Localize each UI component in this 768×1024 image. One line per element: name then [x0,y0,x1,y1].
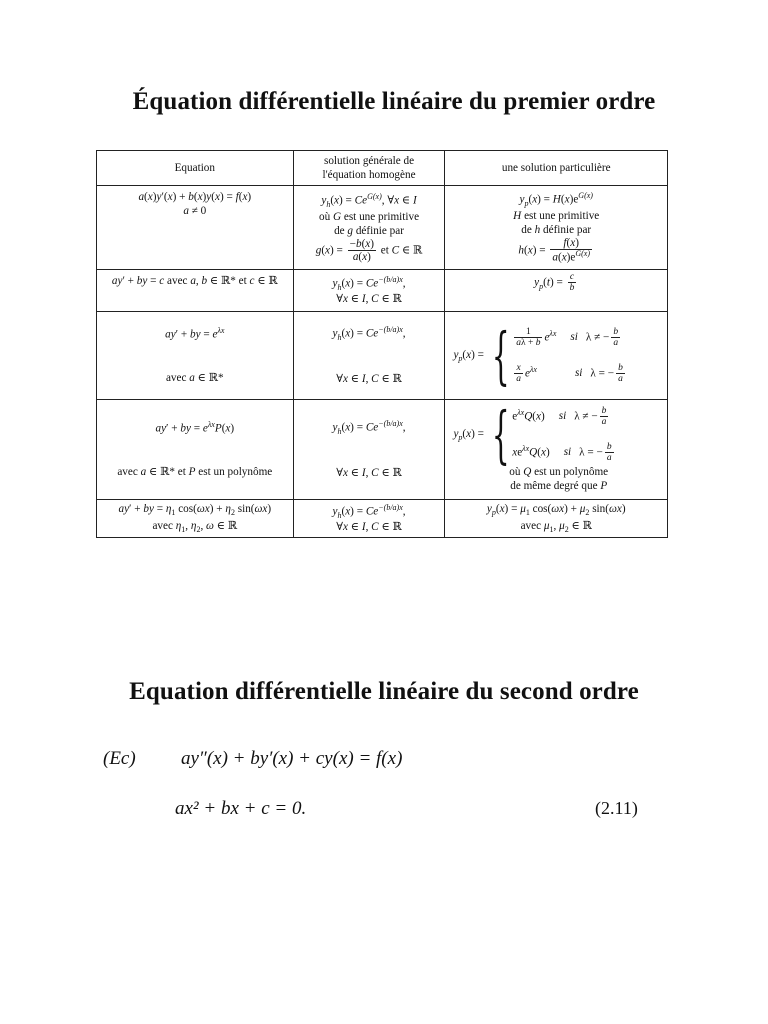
header-particular-text: une solution particulière [501,162,611,174]
fraction: $\frac{b}{a}$ [613,326,619,349]
row1-equation [97,186,294,270]
cases-brace [487,397,616,471]
row5-h-line2: ∀x ∈ I, C ∈ ℝ [336,521,402,534]
row5-eq-line2: avec $\eta_1$, $\eta_2$, ω ∈ ℝ [152,519,238,534]
brace-glyph: { [491,318,510,392]
table-row [97,312,668,400]
equation-number: (2.11) [595,798,638,818]
header-homogeneous-text: solution générale de l'équation homogène [322,155,416,181]
row2-homogeneous [293,270,445,312]
row3-eq-line2: avec a ∈ ℝ* [165,372,224,385]
table-header-row [97,151,668,186]
row3-h-line2: ∀x ∈ I, C ∈ ℝ [336,373,402,386]
fraction: $\frac{b}{a}$ [618,362,623,384]
row4-case2: $xe^{\lambda x}Q(x)$ si λ = − $\frac{b}{a}$ [512,441,612,463]
row4-particular [445,397,668,500]
row4-p-note2: de même degré que P [510,480,608,493]
row3-h-line1: $y_h(x) = Ce^{-(b/a)x}$, [332,324,406,342]
fraction: $\frac{1}{a\lambda + b}$ [516,326,541,349]
first-order-table [96,150,668,538]
row5-particular [445,500,668,538]
header-particular [445,151,668,186]
table-row [97,186,668,270]
page-title-first-order: Équation différentielle linéaire du premier ordre [132,88,656,115]
second-order-equation: ay″(x) + by′(x) + cy(x) = f(x) [181,748,403,769]
row1-h-line2: où G est une primitive [318,210,420,223]
row1-h-line3: de g définie par [334,224,404,237]
row1-eq-line2: a ≠ 0 [183,205,207,217]
characteristic-equation: ax² + bx + c = 0. [175,798,307,819]
row4-p-note1: où Q est un polynôme [509,466,609,479]
page-title-second-order: Equation différentielle linéaire du second ordre [129,678,639,705]
row3-eq-line1: ay′ + by = $e^{\lambda x}$ [165,325,225,341]
fraction: $\frac{b}{a}$ [601,405,607,428]
row5-p-line1: $y_p(x) = \mu_1$ $\cos(\omega x) + \mu_2$ sin(ωx) [486,503,626,518]
row4-eq-line1: ay′ + by = $e^{\lambda x}P(x)$ [155,419,235,435]
header-equation [97,151,294,186]
table-row [97,400,668,500]
fraction: $\frac{f(x)}{a(x)e^{G(x)}}$ [552,236,591,264]
row5-homogeneous [293,500,445,538]
row3-particular [445,312,668,400]
table-row [97,270,668,312]
row1-homogeneous [293,186,445,270]
row2-particular: $y_p(t)$ = $\frac{c}{b}$ [445,270,668,312]
row5-eq-line1: ay′ + by = $\eta_1$ $\cos(\omega x) + \eta_2$ sin(ωx) [118,503,272,518]
fraction: $\frac{x}{a}$ [516,362,521,384]
row3-p-lhs: $y_p(x)$ = [453,349,484,364]
row2-equation: ay′ + by = c avec a, b ∈ ℝ* et c ∈ ℝ [97,270,294,312]
row1-p-line1: $y_p(x) = H(x)e^{G(x)}$ [519,190,593,208]
row5-equation [97,500,294,538]
row4-p-lhs: $y_p(x)$ = [453,428,484,443]
brace-glyph: { [491,397,510,471]
row3-equation [97,312,294,400]
row5-p-line2: avec $\mu_1$, $\mu_2$ ∈ ℝ [520,519,592,534]
row2-h-line1: $y_h(x) = Ce^{-(b/a)x}$, [332,274,406,292]
fraction: $\frac{b}{a}$ [606,441,612,463]
header-equation-text: Equation [174,162,215,174]
row4-h-line1: $y_h(x) = Ce^{-(b/a)x}$, [332,418,406,436]
row3-case2: $\frac{x}{a}$ $e^{\lambda x}$ si λ = − $\frac{b}{a}$ [516,362,623,384]
row4-eq-line2: avec a ∈ ℝ* et P est un polynôme [117,466,273,479]
row5-h-line1: $y_h(x) = Ce^{-(b/a)x}$, [332,502,406,520]
row1-p-line4: h(x) = $\frac{f(x)}{a(x)e^{G(x)}}$ [518,236,591,264]
row2-h-line2: ∀x ∈ I, C ∈ ℝ [336,293,402,306]
row1-p-line2: H est une primitive [513,209,600,222]
row1-eq-line1: a(x)y′(x) + b(x)y(x) = f(x) [138,191,252,203]
row4-homogeneous [293,400,445,500]
row1-h-line4: g(x) = $\frac{-b(x)}{a(x)}$ et C ∈ ℝ [315,237,423,263]
row1-p-line3: de h définie par [521,223,592,236]
fraction: $\frac{c}{b}$ [569,272,575,294]
equation-label: (Ec) [103,748,136,769]
row1-particular [445,186,668,270]
row3-homogeneous [293,312,445,400]
row4-h-line2: ∀x ∈ I, C ∈ ℝ [336,467,402,480]
row4-case1: $e^{\lambda x}Q(x)$ si λ ≠ − $\frac{b}{a}$ [512,405,607,428]
row3-case1: $\frac{1}{a\lambda + b}$ $e^{\lambda x}$ si λ ≠ − $\frac{b}{a}$ [516,326,619,349]
row1-h-line1: $y_h(x) = Ce^{G(x)}$, ∀x ∈ I [321,191,417,209]
fraction: $\frac{-b(x)}{a(x)}$ [349,237,374,263]
cases-brace [487,318,627,392]
header-homogeneous [293,151,445,186]
table-row [97,500,668,538]
row4-equation [97,400,294,500]
